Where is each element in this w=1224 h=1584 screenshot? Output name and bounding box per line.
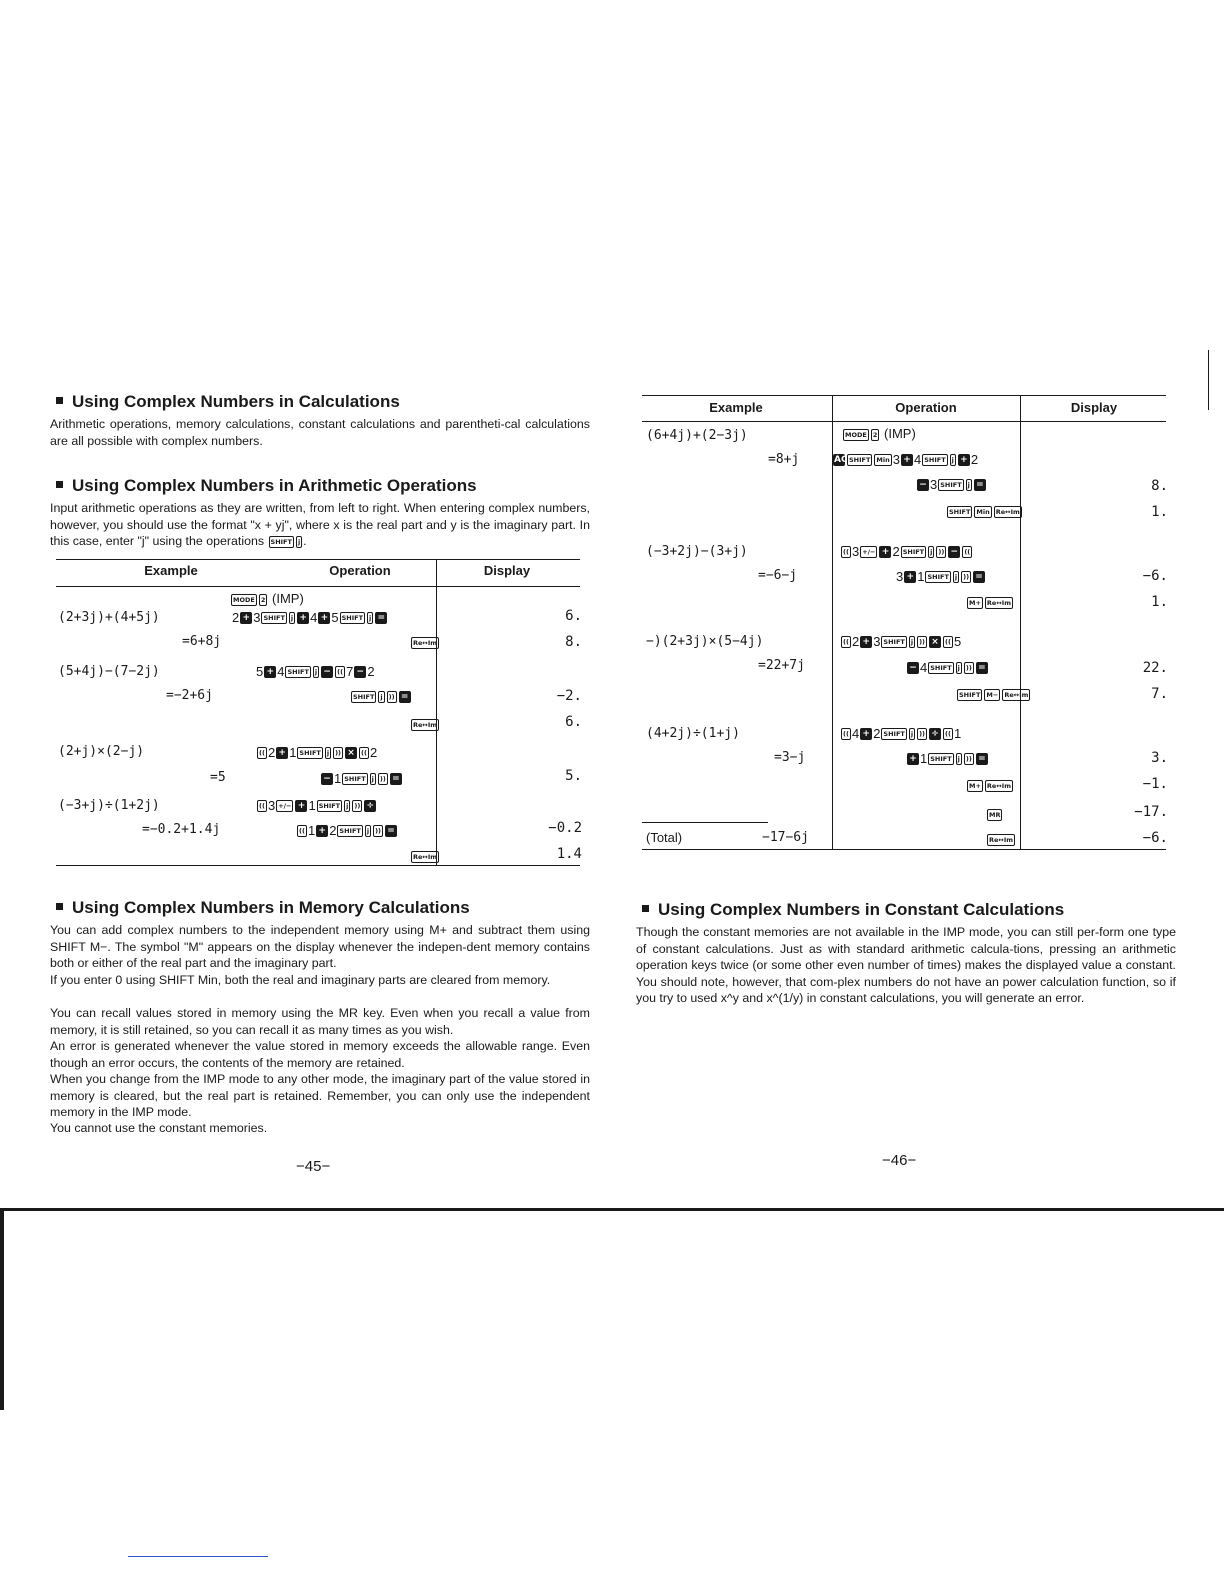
example-result: =5: [210, 770, 226, 785]
minus-key-icon: −: [907, 662, 919, 674]
close-paren-key-icon: )): [375, 826, 382, 835]
plus-key-icon: +: [879, 546, 891, 558]
minus-key-icon: −: [948, 546, 960, 558]
digit: 3: [851, 544, 860, 560]
m-minus-key-icon: M−: [986, 690, 999, 699]
digit: 5: [256, 664, 264, 680]
close-paren-key-icon: )): [963, 572, 970, 581]
example-row: (6+4j)+(2−3j): [646, 428, 748, 443]
j-key-icon: j: [366, 826, 370, 835]
page-number-right: −46−: [882, 1152, 917, 1169]
display-value: 8.: [1151, 478, 1168, 494]
minus-key-icon: −: [354, 666, 366, 678]
j-key-icon: j: [290, 613, 294, 622]
digit: 5: [331, 610, 339, 626]
equals-key-icon: =: [390, 773, 402, 785]
digit: 2: [369, 745, 378, 761]
shift-key-icon: SHIFT: [270, 537, 292, 546]
j-key-icon: j: [371, 774, 374, 783]
operation-row: [842, 426, 916, 441]
col-header-display: Display: [1070, 400, 1118, 415]
close-paren-key-icon: )): [335, 748, 342, 757]
section-title-text: Using Complex Numbers in Memory Calculations: [72, 898, 470, 917]
example-row: (−3+2j)−(3+j): [646, 544, 748, 559]
close-paren-key-icon: )): [965, 663, 972, 672]
page-left-edge: [0, 1210, 4, 1410]
col-header-example: Example: [144, 563, 198, 578]
display-value: 1.4: [556, 846, 582, 862]
operation-row: [256, 797, 584, 813]
digit: 4: [310, 610, 318, 626]
plus-key-icon: +: [958, 454, 970, 466]
operation-row: [966, 594, 1170, 609]
minus-key-icon: −: [321, 666, 333, 678]
re-im-key-icon: Re↔Im: [989, 835, 1014, 844]
digit: 2: [232, 610, 240, 626]
mr-key-icon: MR: [989, 810, 1001, 819]
j-key-icon: j: [346, 801, 349, 810]
operation-row: [896, 568, 1170, 584]
blue-line: [128, 1556, 268, 1557]
example-row: (2+3j)+(4+5j): [58, 610, 160, 625]
open-paren-key-icon: ((: [259, 748, 265, 757]
section-title-text: Using Complex Numbers in Arithmetic Operations: [72, 476, 477, 495]
table-top-rule: [642, 395, 1166, 396]
close-paren-key-icon: )): [354, 801, 361, 810]
table-col-divider: [436, 559, 437, 865]
shift-key-icon: SHIFT: [318, 801, 341, 810]
times-key-icon: ×: [929, 636, 941, 648]
display-value: 1.: [1151, 594, 1168, 610]
table-top-rule: [56, 559, 580, 560]
digit: 1: [308, 798, 316, 814]
divide-key-icon: ÷: [364, 800, 376, 812]
close-paren-key-icon: )): [379, 774, 386, 783]
open-paren-key-icon: ((: [843, 729, 849, 738]
display-value: −0.2: [548, 820, 582, 836]
memory-paragraph-4: An error is generated whenever the value stored in memory exceeds the allowable range. Even though an error occurs, the contents of the memory are retained.: [50, 1039, 590, 1070]
shift-key-icon: SHIFT: [299, 748, 321, 757]
shift-key-icon: SHIFT: [930, 754, 952, 763]
operation-row: [230, 591, 304, 606]
memory-paragraph-3: You can recall values stored in memory using the MR key. Even when you recall a value from memory, it is still retained, so you can recall it as many times as you wish.: [50, 1006, 590, 1037]
re-im-key-icon: Re↔Im: [1004, 690, 1029, 699]
digit: 2: [892, 544, 900, 560]
plus-key-icon: +: [295, 800, 307, 812]
digit: 2: [970, 452, 979, 468]
arithmetic-text: Input arithmetic operations as they are written, from left to right. When entering complex numbers, however, you should use the format "x + yj", where x is the real part and y is the imaginary part. In this case, enter "j" using the operations: [50, 501, 590, 549]
section-title-arithmetic: [56, 476, 477, 496]
plus-key-icon: +: [316, 825, 328, 837]
shift-key-icon: SHIFT: [949, 507, 971, 516]
table-bottom-rule: [642, 849, 1166, 850]
operation-row: [320, 770, 584, 786]
page-bottom-rule: [0, 1208, 1224, 1211]
display-value: −2.: [556, 688, 582, 704]
display-value: 3.: [1151, 750, 1168, 766]
two-key-icon: 2: [872, 430, 878, 439]
example-row: (−3+j)÷(1+2j): [58, 798, 160, 813]
mode-key-icon: MODE: [233, 595, 255, 604]
col-header-display: Display: [483, 563, 531, 578]
plus-minus-key-icon: +/−: [278, 801, 292, 810]
example-row: −)(2+3j)×(5−4j): [646, 634, 764, 649]
shift-key-icon: SHIFT: [263, 613, 285, 622]
mode-key-icon: MODE: [845, 430, 867, 439]
j-key-icon: j: [369, 613, 372, 622]
display-value: 8.: [565, 634, 582, 650]
j-key-icon: j: [380, 692, 383, 701]
j-key-icon: j: [967, 480, 970, 489]
digit: 4: [913, 452, 922, 468]
total-label: (Total): [646, 830, 683, 845]
total-value: −17−6j: [762, 830, 809, 845]
shift-key-icon: SHIFT: [849, 455, 871, 464]
digit: 5: [953, 634, 962, 650]
open-paren-key-icon: ((: [361, 748, 367, 757]
plus-key-icon: +: [860, 636, 872, 648]
j-key-icon: j: [951, 455, 954, 464]
digit: 1: [334, 771, 342, 787]
ac-key-icon: AC: [834, 454, 848, 465]
example-row: (2+j)×(2−j): [58, 744, 145, 759]
arithmetic-paragraph: Input arithmetic operations as they are written, from left to right. When entering complex numbers, however, you should use the format "x + yj", where x is the real part and y is the imaginary part. In this case, enter "j" using the operations SHIFT j .: [50, 501, 590, 549]
open-paren-key-icon: ((: [964, 547, 971, 556]
memory-paragraph-2: If you enter 0 using SHIFT Min, both the real and imaginary parts are cleared from memory.: [50, 973, 551, 987]
table-header-rule: [56, 586, 580, 587]
digit: 2: [329, 823, 337, 839]
open-paren-key-icon: ((: [843, 547, 849, 556]
col-header-operation: Operation: [895, 400, 957, 415]
shift-key-icon: SHIFT: [341, 613, 364, 622]
section-title-constant: [642, 900, 1064, 920]
close-paren-key-icon: )): [919, 729, 926, 738]
j-key-icon: j: [930, 547, 933, 556]
j-key-icon: j: [957, 663, 960, 672]
equals-key-icon: =: [399, 691, 411, 703]
plus-key-icon: +: [318, 612, 330, 624]
j-key-icon: j: [954, 572, 958, 581]
re-im-key-icon: Re↔Im: [413, 638, 438, 647]
digit: 1: [307, 823, 316, 839]
equals-key-icon: =: [976, 662, 988, 674]
open-paren-key-icon: ((: [299, 826, 305, 835]
operation-row: [840, 633, 961, 649]
open-paren-key-icon: ((: [843, 637, 849, 646]
close-paren-key-icon: )): [938, 547, 945, 556]
display-value: −6.: [1142, 568, 1168, 584]
bullet-icon: [642, 905, 649, 912]
min-key-icon: Min: [976, 507, 990, 516]
display-value: 22.: [1142, 660, 1168, 676]
shift-key-icon: SHIFT: [924, 455, 946, 464]
intro-paragraph: Arithmetic operations, memory calculations, constant calculations and parentheti-cal calculations are all possible with complex numbers.: [50, 417, 590, 448]
close-paren-key-icon: )): [388, 692, 395, 701]
re-im-key-icon: Re↔Im: [413, 852, 438, 861]
display-value: 1.: [1151, 504, 1168, 520]
close-paren-key-icon: )): [919, 637, 926, 646]
operation-row: [256, 744, 584, 760]
section-title-text: Using Complex Numbers in Calculations: [72, 392, 400, 411]
operation-row: [840, 725, 961, 741]
operation-row: [916, 476, 1170, 492]
times-key-icon: ×: [345, 747, 357, 759]
operation-row: [946, 503, 1170, 518]
digit: 1: [917, 569, 925, 585]
equals-key-icon: =: [385, 825, 397, 837]
section-title-memory: [56, 898, 470, 918]
j-key-icon: j: [910, 637, 914, 646]
operation-row: [906, 659, 1170, 675]
operation-row: [966, 777, 1170, 792]
shift-key-icon: SHIFT: [287, 667, 309, 676]
example-result: =6+8j: [182, 634, 222, 649]
example-result: =22+7j: [758, 658, 805, 673]
table-bottom-rule: [56, 865, 580, 866]
memory-paragraph-5: When you change from the IMP mode to any other mode, the imaginary part of the value stored in memory is cleared, but the real part is retained. Remember, you can only use the independent memory in the IMP mode.: [50, 1072, 590, 1120]
col-header-operation: Operation: [329, 563, 391, 578]
close-paren-key-icon: )): [965, 754, 972, 763]
open-paren-key-icon: ((: [337, 667, 344, 676]
digit: 4: [851, 726, 860, 742]
equals-key-icon: =: [973, 571, 985, 583]
imp-label: (IMP): [272, 591, 304, 606]
plus-minus-key-icon: +/−: [862, 547, 876, 556]
divide-key-icon: ÷: [929, 728, 941, 740]
shift-key-icon: SHIFT: [959, 690, 981, 699]
example-row: (4+2j)÷(1+j): [646, 726, 740, 741]
open-paren-key-icon: ((: [259, 801, 265, 810]
col-header-example: Example: [709, 400, 763, 415]
two-key-icon: 2: [260, 595, 266, 604]
display-value: 5.: [565, 768, 582, 784]
example-result: =−6−j: [758, 568, 798, 583]
shift-key-icon: SHIFT: [883, 729, 905, 738]
section-title-complex-calculations: [56, 392, 400, 412]
bullet-icon: [56, 903, 63, 910]
digit: 1: [289, 745, 297, 761]
plus-key-icon: +: [860, 728, 872, 740]
j-key-icon: j: [910, 729, 914, 738]
display-value: −17.: [1134, 804, 1168, 820]
plus-key-icon: +: [276, 747, 288, 759]
equals-key-icon: =: [976, 753, 988, 765]
operation-row: [906, 750, 1170, 766]
page-number-left: −45−: [296, 1158, 331, 1175]
display-value: −6.: [1142, 830, 1168, 846]
bullet-icon: [56, 481, 63, 488]
m-plus-key-icon: M+: [969, 598, 981, 607]
imp-label: (IMP): [884, 426, 916, 441]
display-value: 7.: [1151, 686, 1168, 702]
digit: 2: [851, 634, 860, 650]
plus-key-icon: +: [264, 666, 276, 678]
plus-key-icon: +: [901, 454, 913, 466]
re-im-key-icon: Re↔Im: [995, 507, 1020, 516]
shift-key-icon: SHIFT: [353, 692, 375, 701]
digit: 4: [277, 664, 285, 680]
display-value: −1.: [1142, 776, 1168, 792]
digit: 3: [267, 798, 276, 814]
shift-key-icon: SHIFT: [902, 547, 925, 556]
equals-key-icon: =: [375, 612, 387, 624]
digit: 3: [873, 634, 881, 650]
open-paren-key-icon: ((: [945, 729, 951, 738]
digit: 2: [367, 664, 375, 680]
example-row: (5+4j)−(7−2j): [58, 664, 160, 679]
shift-key-icon: SHIFT: [940, 480, 962, 489]
operation-row: [350, 688, 584, 703]
plus-key-icon: +: [904, 571, 916, 583]
display-value: 6.: [565, 714, 582, 730]
section-title-text: Using Complex Numbers in Constant Calculations: [658, 900, 1065, 919]
example-result: =−2+6j: [166, 688, 213, 703]
j-key-icon: j: [314, 667, 318, 676]
operation-row: [832, 451, 1170, 467]
operation-row: [232, 609, 584, 625]
page-right-edge: [1208, 350, 1209, 410]
j-key-icon: j: [326, 748, 330, 757]
operation-row: [410, 634, 584, 649]
shift-key-icon: SHIFT: [883, 637, 905, 646]
m-plus-key-icon: M+: [969, 781, 981, 790]
digit: 3: [253, 610, 261, 626]
digit: 3: [892, 452, 900, 468]
minus-key-icon: −: [321, 773, 333, 785]
plus-key-icon: +: [240, 612, 252, 624]
operation-row: [256, 663, 584, 679]
example-result: =8+j: [768, 452, 800, 467]
memory-paragraph-6: You cannot use the constant memories.: [50, 1121, 268, 1135]
re-im-key-icon: Re↔Im: [986, 781, 1011, 790]
digit: 1: [920, 751, 928, 767]
constant-paragraph: Though the constant memories are not available in the IMP mode, you can still per-form one type of constant calculations. Just as with standard arithmetic calcula-tions, pressing an arithmetic operation keys twice (or some other even number of times) makes the displayed value a constant. You should note, however, that com-plex numbers do not have an power calculation function, so if you try to used x^y and x^(1/y) in constant calculations, you will generate an error.: [636, 925, 1176, 1006]
digit: 1: [953, 726, 962, 742]
operation-row: [410, 716, 584, 731]
digit: 2: [873, 726, 881, 742]
j-key-icon: j: [957, 754, 960, 763]
digit: 3: [930, 477, 938, 493]
j-key-icon: j: [297, 537, 301, 546]
plus-key-icon: +: [297, 612, 309, 624]
display-value: 6.: [565, 608, 582, 624]
table-header-rule: [642, 421, 1166, 422]
bullet-icon: [56, 397, 63, 404]
open-paren-key-icon: ((: [945, 637, 951, 646]
min-key-icon: Min: [876, 455, 890, 464]
plus-key-icon: +: [907, 753, 919, 765]
minus-key-icon: −: [917, 479, 929, 491]
total-rule: [642, 822, 768, 823]
shift-key-icon: SHIFT: [930, 663, 952, 672]
operation-row: [840, 543, 973, 559]
digit: 3: [896, 569, 904, 585]
re-im-key-icon: Re↔Im: [413, 720, 438, 729]
memory-paragraph-1: You can add complex numbers to the independent memory using M+ and subtract them using SHIFT M−. The symbol "M" appears on the display whenever the indepen-dent memory contains both or either of the real part and the imaginary part.: [50, 923, 590, 971]
re-im-key-icon: Re↔Im: [986, 598, 1011, 607]
operation-row: [956, 686, 1170, 701]
digit: 2: [267, 745, 276, 761]
example-result: =−0.2+1.4j: [142, 822, 221, 837]
equals-key-icon: =: [974, 479, 986, 491]
shift-key-icon: SHIFT: [927, 572, 949, 581]
digit: 4: [920, 660, 928, 676]
shift-key-icon: SHIFT: [344, 774, 366, 783]
digit: 7: [346, 664, 354, 680]
shift-key-icon: SHIFT: [339, 826, 361, 835]
operation-row: [296, 822, 584, 838]
example-result: =3−j: [774, 750, 806, 765]
